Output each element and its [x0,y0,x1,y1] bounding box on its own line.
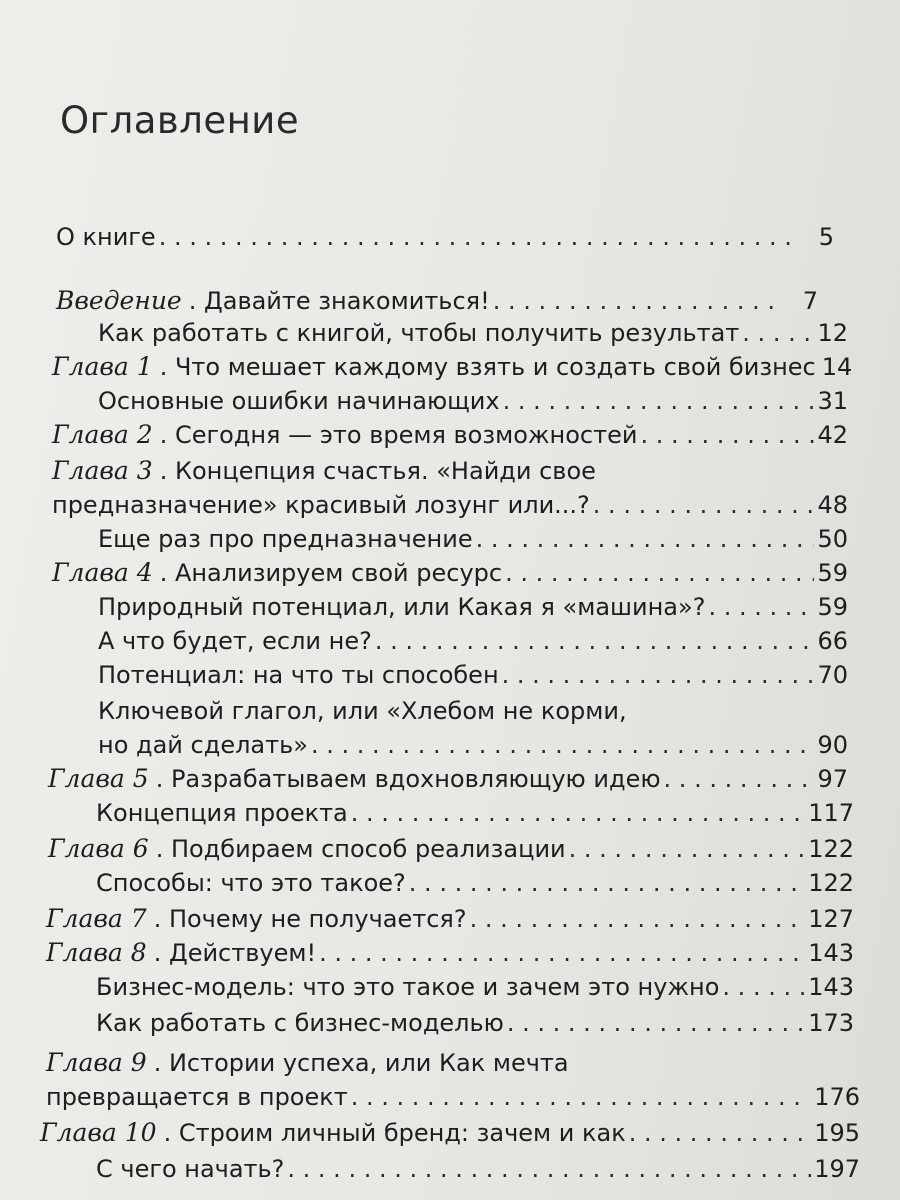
entry-title: Ключевой глагол, или «Хлебом не корми, [98,697,627,725]
entry-page: 14 [821,353,853,381]
entry-title: . Сегодня — это время возможностей [159,421,638,449]
entry-title: . Истории успеха, или Как мечта [153,1049,569,1077]
toc-entry [46,902,854,936]
entry-page: 176 [814,1083,860,1111]
entry-prefix: Глава 6 [48,834,149,863]
entry-page: 48 [817,491,848,519]
toc-entry [98,658,848,692]
entry-title: . Давайте знакомиться! [188,287,490,315]
toc-entry [46,936,854,970]
toc-entry [40,1116,860,1150]
entry-title: Основные ошибки начинающих [98,387,500,415]
dot-leader [311,728,815,762]
toc-entry [98,590,848,624]
toc-entry [96,796,854,830]
entry-prefix: Глава 1 [52,352,153,381]
entry-page: 5 [818,223,834,251]
entry-title: . Подбираем способ реализации [155,835,566,863]
entry-title: . Анализируем свой ресурс [159,559,503,587]
entry-page: 70 [817,661,848,689]
entry-title-continued: превращается в проект [46,1083,348,1111]
dot-leader [476,522,815,556]
dot-leader [351,796,805,830]
toc-entry [98,316,848,350]
dot-leader [629,1116,811,1150]
entry-page: 117 [808,799,854,827]
entry-prefix: Глава 7 [46,904,147,933]
toc-entry [56,284,818,318]
entry-page: 7 [802,287,818,315]
entry-page: 59 [817,559,848,587]
entry-page: 143 [808,973,854,1001]
toc-entry [98,384,848,418]
entry-page: 143 [808,939,854,967]
entry-page: 50 [817,525,848,553]
entry-page: 59 [817,593,848,621]
entry-page: 122 [808,835,854,863]
entry-title: Концепция проекта [96,799,348,827]
toc-entry [96,970,854,1004]
entry-prefix: Глава 8 [46,938,147,967]
dot-leader [507,1006,805,1040]
dot-leader [375,624,815,658]
dot-leader [409,866,805,900]
dot-leader [287,1152,811,1186]
toc-entry [52,418,848,452]
entry-page: 31 [817,387,848,415]
toc-entry [98,624,848,658]
entry-prefix: Введение [56,286,182,315]
dot-leader [470,902,806,936]
entry-page: 66 [817,627,848,655]
toc-entry [48,832,854,866]
toc-entry [96,1152,860,1186]
entry-title: Природный потенциал, или Какая я «машина»? [98,593,706,621]
entry-title: О книге [56,223,156,251]
entry-prefix: Глава 3 [52,456,153,485]
entry-prefix: Глава 5 [48,764,149,793]
toc-entry [46,1080,860,1114]
dot-leader [742,316,814,350]
toc-entry [52,488,848,522]
entry-title: С чего начать? [96,1155,285,1183]
dot-leader [502,658,815,692]
entry-title: А что будет, если не? [98,627,372,655]
entry-title: Способы: что это такое? [96,869,406,897]
entry-page: 195 [814,1119,860,1147]
entry-page: 122 [808,869,854,897]
dot-leader [708,590,814,624]
entry-page: 173 [808,1009,854,1037]
toc-entry-first-line [46,1046,569,1080]
entry-title: . Разрабатываем вдохновляющую идею [155,765,661,793]
entry-title: . Что мешает каждому взять и создать свой бизнес [159,353,816,381]
dot-leader [664,762,815,796]
entry-page: 42 [817,421,848,449]
entry-title: Как работать с книгой, чтобы получить результат [98,319,740,347]
toc-entry [52,350,853,384]
toc-entry [98,728,848,762]
entry-page: 90 [817,731,848,759]
entry-title: Бизнес-модель: что это такое и зачем это нужно [96,973,720,1001]
entry-page: 12 [817,319,848,347]
dot-leader [569,832,806,866]
entry-title-continued: предназначение» красивый лозунг или...? [52,491,590,519]
dot-leader [503,384,815,418]
entry-title: . Концепция счастья. «Найди свое [159,457,596,485]
dot-leader [593,488,815,522]
entry-title-continued: но дай сделать» [98,731,308,759]
entry-title: . Почему не получается? [153,905,467,933]
toc-entry-first-line [52,454,596,488]
entry-page: 197 [814,1155,860,1183]
toc-entry [56,220,834,254]
dot-leader [640,418,814,452]
entry-title: Еще раз про предназначение [98,525,473,553]
dot-leader [505,556,814,590]
toc-entry-first-line [98,694,627,728]
entry-page: 97 [817,765,848,793]
toc-entry [48,762,848,796]
dot-leader [319,936,805,970]
entry-prefix: Глава 4 [52,558,153,587]
entry-title: . Действуем! [153,939,317,967]
page-title: Оглавление [60,98,300,142]
entry-prefix: Глава 9 [46,1048,147,1077]
dot-leader [722,970,805,1004]
dot-leader [493,284,785,318]
entry-prefix: Глава 2 [52,420,153,449]
toc-entry [98,522,848,556]
entry-title: Потенциал: на что ты способен [98,661,499,689]
entry-prefix: Глава 10 [40,1118,157,1147]
entry-title: Как работать с бизнес-моделью [96,1009,504,1037]
dot-leader [159,220,801,254]
toc-entry [96,866,854,900]
entry-page: 127 [808,905,854,933]
entry-title: . Строим личный бренд: зачем и как [163,1119,626,1147]
dot-leader [351,1080,811,1114]
toc-entry [96,1006,854,1040]
toc-entry [52,556,848,590]
